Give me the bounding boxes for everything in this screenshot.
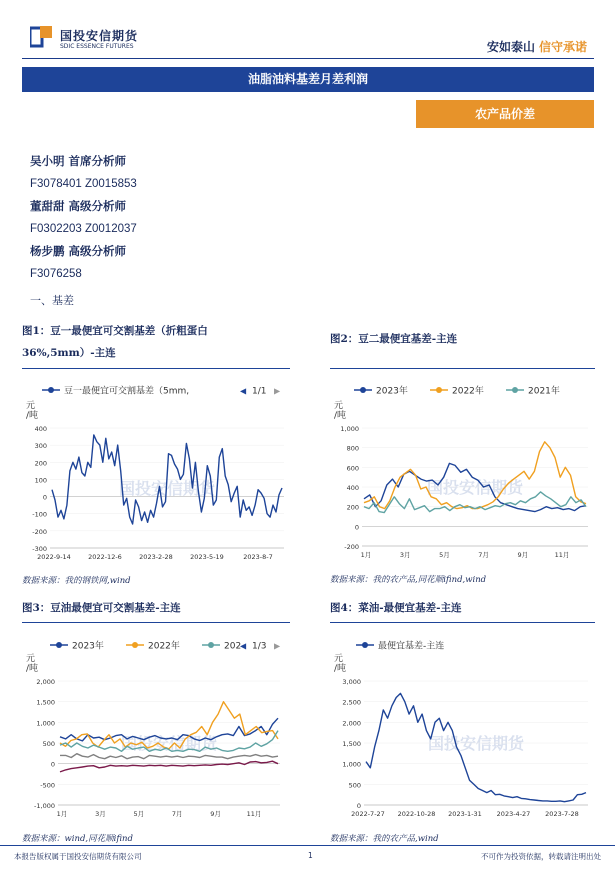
- y-tick-label: 3,000: [342, 678, 361, 686]
- legend-label: 202: [224, 641, 242, 652]
- x-tick-label: 5月: [133, 810, 145, 818]
- x-tick-label: 2023-5-19: [190, 553, 224, 561]
- x-tick-label: 11月: [246, 810, 262, 818]
- legend-swatch-marker: [208, 642, 214, 648]
- legend-swatch-marker: [132, 642, 138, 648]
- y-tick-label: -300: [32, 545, 47, 553]
- y-tick-label: 200: [34, 459, 47, 468]
- y-tick-label: 200: [346, 503, 359, 512]
- y-tick-label: 600: [346, 464, 359, 473]
- x-tick-label: 2023-2-28: [139, 553, 173, 561]
- chart-3-svg: [22, 627, 290, 830]
- figure-1-title: [22, 320, 208, 364]
- series-line-2: [364, 442, 586, 509]
- chart-2-svg: [330, 372, 595, 570]
- figure-4-rule: [330, 622, 595, 623]
- legend-swatch-marker: [48, 387, 54, 393]
- y-tick-label: 2,500: [342, 698, 361, 707]
- figure-4-title: 图4：菜油-最便宜基差-主连: [330, 602, 462, 614]
- slogan-part-2: 信守承诺: [538, 40, 587, 54]
- y-unit-label-top: 元: [26, 654, 36, 664]
- legend-pager-label: 1/3: [252, 641, 267, 652]
- company-slogan: [487, 38, 587, 55]
- header-divider: [22, 58, 594, 59]
- chart-1-svg: [22, 372, 290, 570]
- figure-2-title: 图2：豆二最便宜基差-主连: [330, 333, 458, 345]
- figure-3-chart: [22, 627, 290, 830]
- x-tick-label: 2022-9-14: [37, 553, 71, 561]
- figure-2-chart: [330, 372, 595, 570]
- legend-next-icon: ▶: [274, 386, 281, 396]
- figure-2-rule: [330, 368, 595, 369]
- y-tick-label: 1,500: [36, 698, 55, 707]
- y-unit-label-bottom: /吨: [26, 664, 39, 674]
- legend-swatch-marker: [56, 642, 62, 648]
- y-tick-label: 500: [348, 781, 361, 790]
- figure-1-title-line1: 图1：豆一最便宜可交割基差（折粗蛋白: [22, 325, 208, 337]
- category-tag: 农产品价差: [416, 100, 594, 128]
- watermark-text: 国投安信期货: [427, 734, 525, 753]
- x-tick-label: 3月: [399, 551, 411, 559]
- watermark-text: 国投安信期货: [118, 479, 216, 498]
- y-unit-label-bottom: /吨: [26, 411, 39, 421]
- x-tick-label: 2023-7-28: [545, 810, 579, 818]
- y-tick-label: 1,000: [342, 760, 361, 769]
- x-tick-label: 7月: [478, 551, 489, 559]
- x-tick-label: 3月: [95, 810, 106, 818]
- y-tick-label: 0: [50, 760, 55, 769]
- author-list: [30, 150, 137, 285]
- y-tick-label: 1,000: [36, 719, 55, 728]
- x-tick-label: 2023-1-31: [448, 810, 482, 818]
- watermark-text: 国投安信期货: [426, 478, 524, 497]
- figure-3-rule: [22, 622, 290, 623]
- y-tick-label: -500: [40, 781, 55, 790]
- x-tick-label: 9月: [517, 551, 529, 559]
- y-tick-label: 1,000: [340, 425, 359, 433]
- x-tick-label: 2023-8-7: [243, 553, 273, 561]
- section-heading: 一、基差: [30, 294, 74, 307]
- y-tick-label: 400: [346, 484, 359, 492]
- y-tick-label: 800: [346, 444, 359, 453]
- author-cert: F3078401 Z0015853: [30, 177, 137, 190]
- legend-swatch-marker: [436, 387, 442, 393]
- x-tick-label: 1月: [56, 810, 68, 818]
- x-tick-label: 1月: [360, 551, 372, 559]
- chart-4-svg: [330, 627, 595, 830]
- y-unit-label-top: 元: [26, 401, 36, 411]
- x-tick-label: 2023-4-27: [496, 810, 531, 818]
- legend-swatch-marker: [512, 387, 518, 393]
- footer-disclaimer: 不可作为投资依据，转载请注明出处: [481, 852, 601, 861]
- x-tick-label: 9月: [210, 810, 221, 818]
- company-logo-icon: [30, 26, 52, 48]
- y-tick-label: 300: [34, 442, 47, 451]
- legend-label: 最便宜基差-主连: [378, 641, 445, 652]
- report-title: 油脂油料基差月差利润: [22, 67, 594, 92]
- y-tick-label: -200: [32, 527, 47, 536]
- company-name: 国投安信期货: [60, 29, 139, 43]
- x-tick-label: 2022-7-27: [351, 810, 385, 818]
- series-line-4: [60, 754, 278, 759]
- figure-4-chart: [330, 627, 595, 830]
- report-header: [0, 0, 615, 60]
- company-name-en: SDIC ESSENCE FUTURES: [60, 43, 134, 50]
- y-tick-label: 0: [356, 802, 361, 810]
- footer-copyright: 本报告版权属于国投安信期货有限公司: [14, 852, 142, 861]
- author-name: 杨步鹏 高级分析师: [30, 244, 127, 258]
- y-tick-label: -100: [32, 510, 47, 519]
- figure-3-title: 图3：豆油最便宜可交割基差-主连: [22, 602, 181, 614]
- legend-label: 2021年: [528, 386, 560, 397]
- x-tick-label: 11月: [554, 551, 570, 559]
- legend-prev-icon: ◀: [240, 641, 247, 651]
- y-tick-label: 1,500: [342, 740, 361, 748]
- x-tick-label: 7月: [171, 810, 183, 818]
- legend-next-icon: ▶: [274, 641, 281, 651]
- y-tick-label: 400: [34, 425, 47, 433]
- legend-label: 2022年: [148, 641, 180, 652]
- legend-pager-label: 1/1: [252, 386, 267, 397]
- figure-1-title-line2: 36%,5mm）-主连: [22, 347, 116, 359]
- slogan-part-1: 安如泰山: [486, 40, 535, 54]
- y-unit-label-top: 元: [334, 654, 344, 664]
- legend-prev-icon: ◀: [240, 386, 247, 396]
- watermark-text: 国投安信期货: [120, 734, 218, 753]
- legend-label: 2022年: [452, 386, 484, 397]
- y-unit-label-bottom: /吨: [334, 411, 347, 421]
- figure-4-source: 数据来源：我的农产品,wind: [330, 834, 439, 844]
- y-tick-label: 500: [42, 740, 55, 748]
- x-tick-label: 2022-12-6: [88, 553, 122, 561]
- legend-label: 豆一最便宜可交割基差（5mm,: [64, 386, 190, 397]
- footer-divider: [0, 845, 615, 846]
- figure-1-rule: [22, 368, 290, 369]
- x-tick-label: 5月: [439, 551, 450, 559]
- legend-swatch-marker: [362, 642, 368, 648]
- y-tick-label: 0: [354, 523, 359, 532]
- author-cert: F0302203 Z0012037: [30, 222, 137, 235]
- author-name: 吴小明 首席分析师: [30, 154, 127, 168]
- author-cert: F3076258: [30, 267, 82, 280]
- page-number: 1: [308, 851, 313, 860]
- legend-label: 2023年: [376, 386, 408, 397]
- figure-2-source: 数据来源：我的农产品,同花顺ifind,wind: [330, 575, 487, 585]
- legend-label: 2023年: [72, 641, 104, 652]
- y-tick-label: 2,000: [36, 678, 55, 686]
- author-name: 董甜甜 高级分析师: [30, 199, 127, 213]
- y-unit-label-top: 元: [334, 401, 344, 411]
- figure-1-chart: [22, 372, 290, 570]
- y-unit-label-bottom: /吨: [334, 664, 347, 674]
- series-line-5: [60, 761, 278, 772]
- figure-1-source: 数据来源：我的钢铁网,wind: [22, 576, 131, 586]
- y-tick-label: 2,000: [342, 719, 361, 728]
- y-tick-label: 0: [42, 493, 47, 502]
- legend-swatch-marker: [360, 387, 366, 393]
- x-tick-label: 2022-10-28: [397, 810, 436, 818]
- y-tick-label: -200: [344, 543, 359, 551]
- figure-3-source: 数据来源：wind,同花顺ifind: [22, 834, 133, 844]
- y-tick-label: -1,000: [34, 802, 55, 810]
- y-tick-label: 100: [34, 476, 47, 485]
